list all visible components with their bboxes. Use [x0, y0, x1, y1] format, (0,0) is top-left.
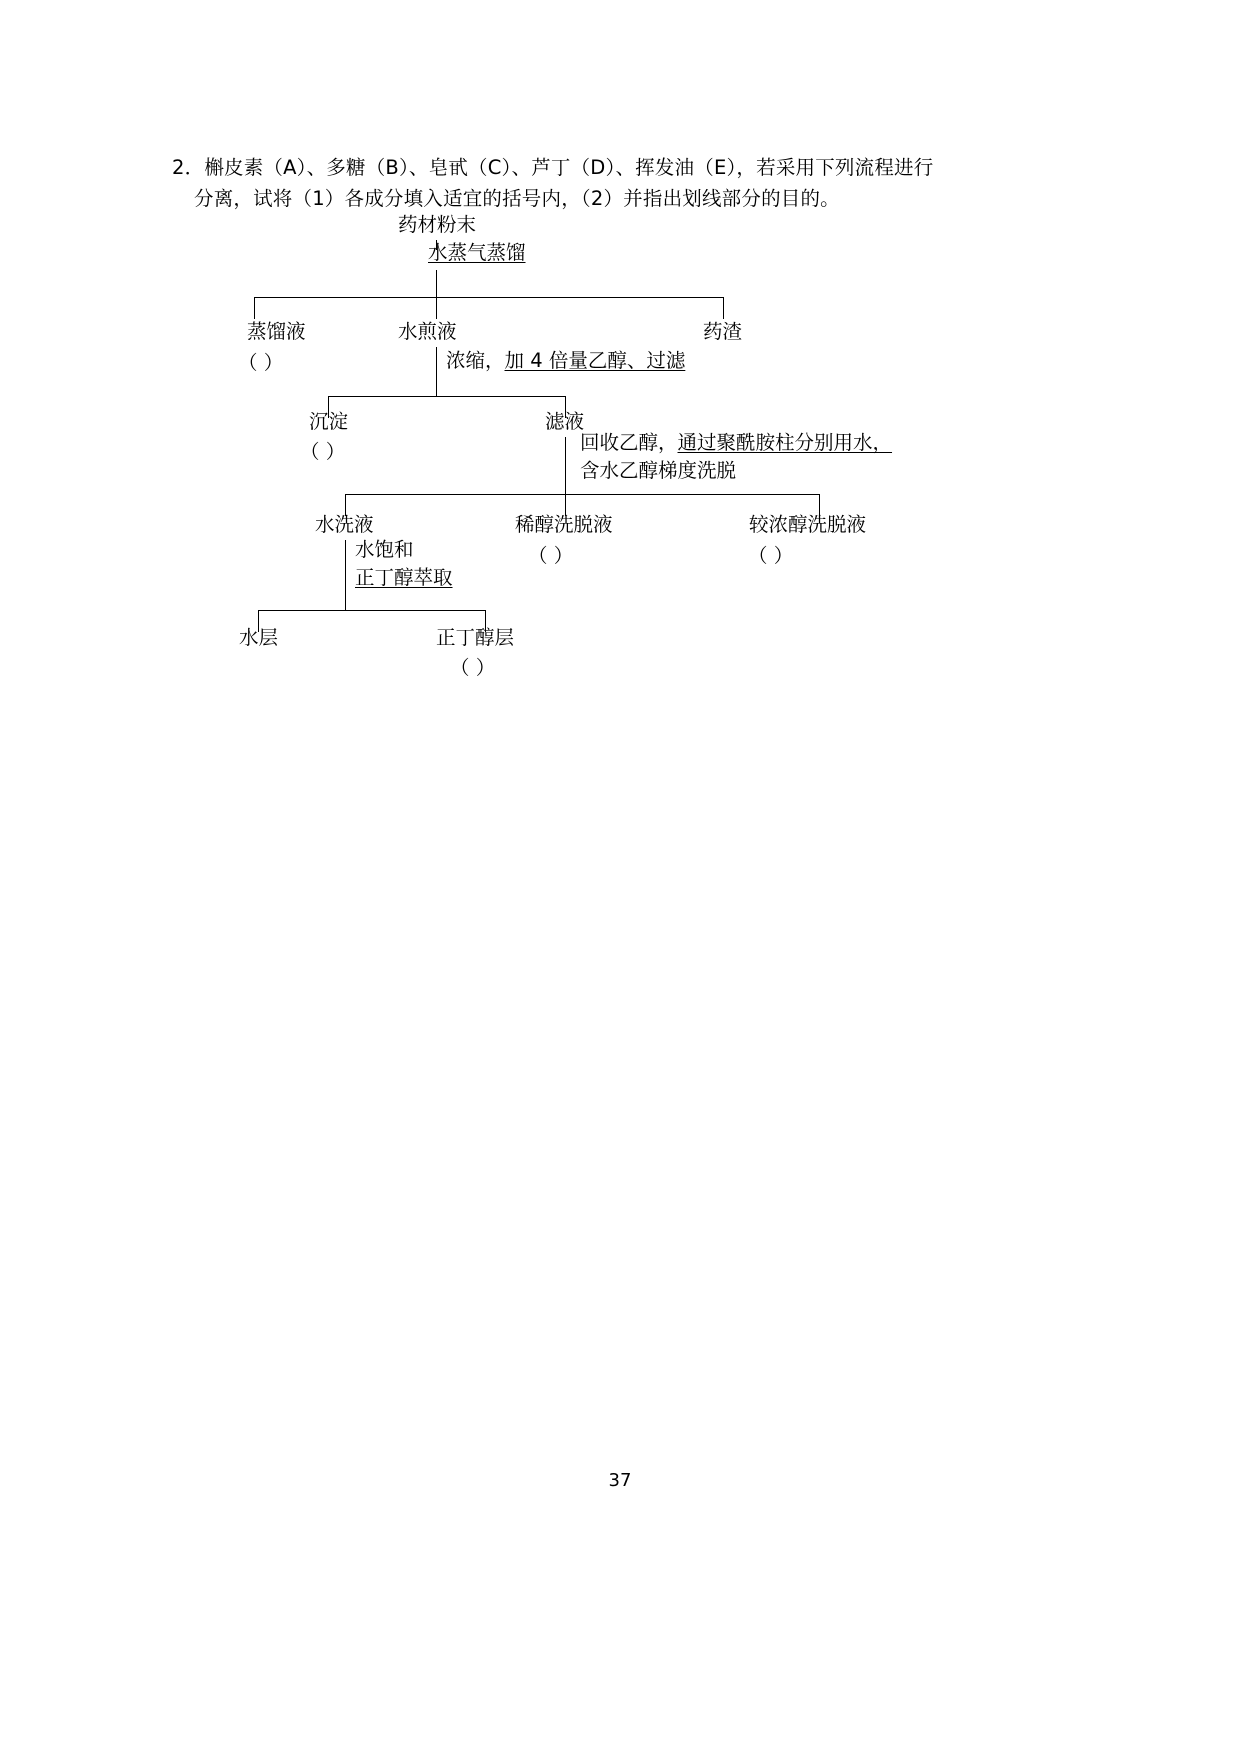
- page-number: 37: [608, 1470, 632, 1491]
- step-butanol-line1: 水饱和: [355, 538, 414, 561]
- connector-waterwash-down: [345, 540, 346, 611]
- connector-level3-horizontal: [345, 494, 820, 495]
- node-water-wash: 水洗液: [315, 513, 374, 536]
- connector-filtrate-down: [565, 437, 566, 495]
- node-water-layer: 水层: [239, 626, 279, 649]
- blank-concentrated-alcohol-eluate: （ ）: [748, 544, 794, 567]
- step-concentrate: [446, 348, 685, 374]
- step-concentrate-plain: 浓缩，: [446, 349, 505, 372]
- blank-dilute-alcohol-eluate: （ ）: [528, 544, 574, 567]
- step-concentrate-underline: 加 4 倍量乙醇、过滤: [504, 349, 686, 372]
- blank-butanol-layer: （ ）: [450, 656, 496, 679]
- step-recover-plain: 回收乙醇，: [580, 431, 678, 454]
- step-recover-underline: 通过聚酰胺柱分别用水，: [677, 431, 893, 454]
- node-filtrate: 滤液: [545, 410, 585, 433]
- node-decoction: 水煎液: [398, 320, 457, 343]
- connector-level1-right-drop: [723, 297, 724, 319]
- question-number: 2．: [172, 156, 205, 179]
- blank-precipitate: （ ）: [300, 440, 346, 463]
- connector-decoction-down: [436, 347, 437, 397]
- step-butanol-line2: 正丁醇萃取: [355, 566, 453, 589]
- step-recover-ethanol-line2: 含水乙醇梯度洗脱: [580, 459, 737, 482]
- blank-distillate: （ ）: [238, 351, 284, 374]
- node-residue: 药渣: [703, 320, 743, 343]
- step-steam-distillation: 水蒸气蒸馏: [428, 241, 526, 264]
- connector-level4-horizontal: [258, 610, 486, 611]
- node-concentrated-alcohol-eluate: 较浓醇洗脱液: [749, 513, 867, 536]
- connector-level1-left-drop: [254, 297, 255, 319]
- node-precipitate: 沉淀: [309, 410, 349, 433]
- connector-level1-mid-drop: [436, 297, 437, 319]
- node-start: 药材粉末: [398, 213, 477, 236]
- question-line-1: 槲皮素（A）、多糖（B）、皂甙（C）、芦丁（D）、挥发油（E），若采用下列流程进行: [204, 156, 934, 179]
- connector-distill-down: [436, 270, 437, 298]
- step-recover-ethanol-line1: [580, 430, 892, 456]
- node-butanol-layer: 正丁醇层: [436, 626, 515, 649]
- question-line-2: 分离，试将（1）各成分填入适宜的括号内，（2）并指出划线部分的目的。: [194, 187, 840, 210]
- connector-level1-horizontal: [254, 297, 724, 298]
- connector-level2-horizontal: [328, 396, 566, 397]
- node-dilute-alcohol-eluate: 稀醇洗脱液: [515, 513, 613, 536]
- node-distillate: 蒸馏液: [247, 320, 306, 343]
